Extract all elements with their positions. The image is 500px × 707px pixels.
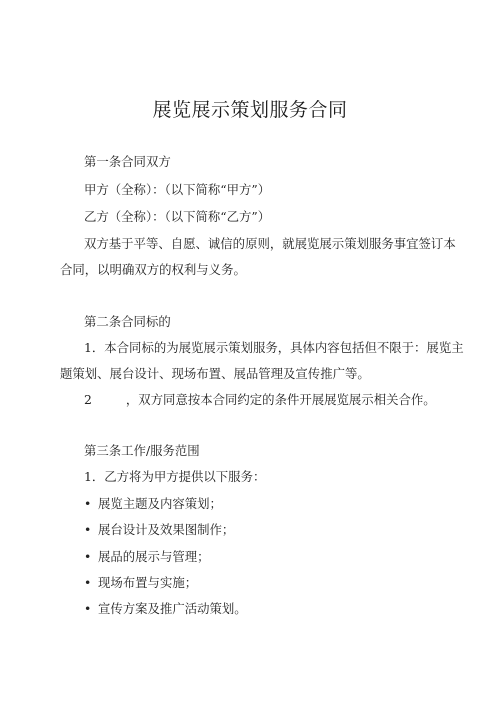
section2-heading: 第二条合同标的: [84, 314, 171, 329]
intro-line-2: 合同，以明确双方的权利与义务。: [60, 262, 246, 277]
party-b-line: 乙方（全称）：（以下简称“乙方”）: [84, 209, 271, 224]
intro-line-1: 双方基于平等、自愿、诚信的原则，就展览展示策划服务事宜签订本: [84, 236, 456, 251]
section2-item2-number: 2: [84, 392, 92, 407]
list-item: [84, 522, 234, 538]
list-item-text: 宣传方案及推广活动策划。: [98, 601, 247, 616]
bullet-icon: •: [84, 549, 92, 564]
list-item: [84, 601, 247, 617]
bullet-icon: •: [84, 575, 92, 590]
section2-item2-text: ，双方同意按本合同约定的条件开展展览展示相关合作。: [125, 392, 436, 407]
section1-heading: 第一条合同双方: [84, 154, 171, 169]
list-item: [84, 496, 222, 512]
document-title: 展览展示策划服务合同: [152, 99, 348, 121]
section2-item1-line2: 题策划、展台设计、现场布置、展品管理及宣传推广等。: [60, 366, 370, 381]
list-item: [84, 575, 197, 591]
bullet-icon: •: [84, 496, 92, 511]
section2-item1-line1: 1．本合同标的为展览展示策划服务，具体内容包括但不限于：展览主: [84, 340, 464, 355]
list-item-text: 现场布置与实施；: [98, 575, 198, 590]
list-item-text: 展览主题及内容策划；: [98, 496, 222, 511]
list-item-text: 展品的展示与管理；: [98, 549, 210, 564]
section3-heading: 第三条工作/服务范围: [84, 443, 200, 458]
section2-item2: [84, 392, 436, 408]
list-item-text: 展台设计及效果图制作；: [98, 522, 235, 537]
list-item: [84, 549, 210, 565]
section3-item1: 1．乙方将为甲方提供以下服务：: [84, 469, 266, 484]
party-a-line: 甲方（全称）：（以下简称“甲方”）: [84, 182, 271, 197]
bullet-icon: •: [84, 601, 92, 616]
bullet-icon: •: [84, 522, 92, 537]
